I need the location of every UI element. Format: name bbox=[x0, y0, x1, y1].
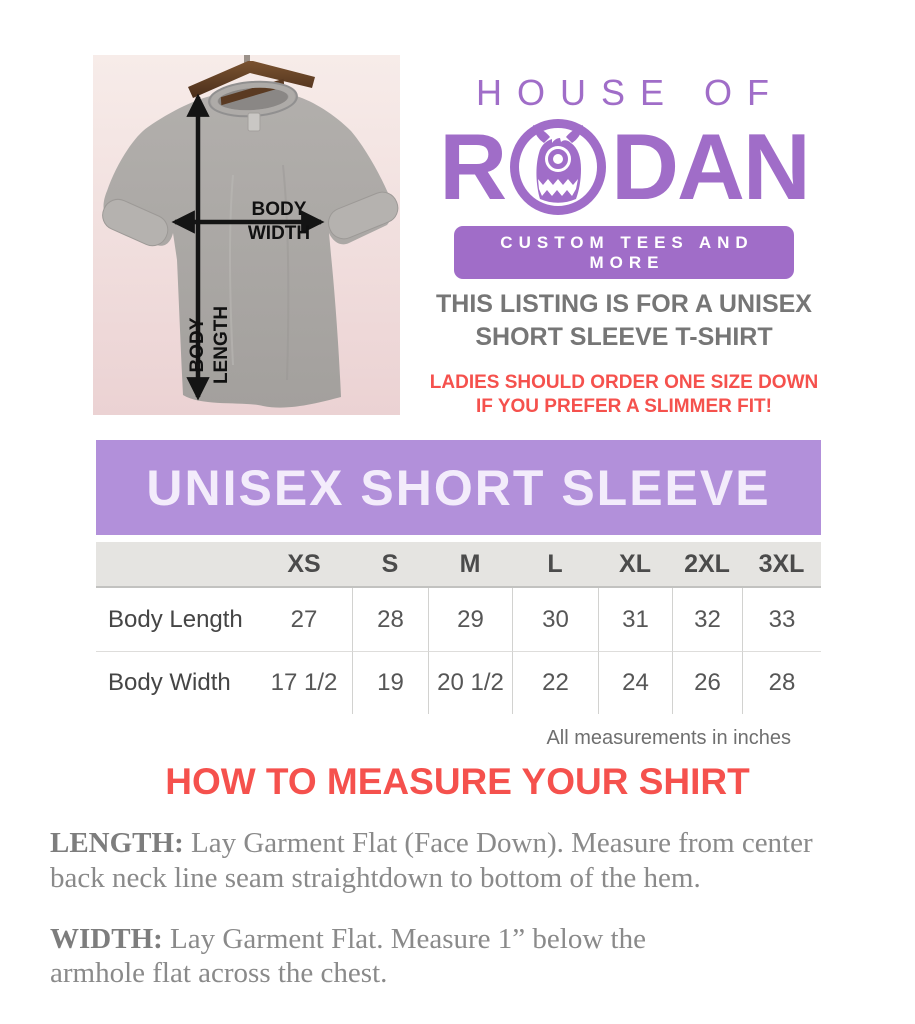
units-note: All measurements in inches bbox=[546, 727, 791, 749]
length-label: LENGTH: bbox=[50, 827, 184, 859]
col-header: 3XL bbox=[758, 549, 805, 578]
brand-letter-r: R bbox=[439, 114, 506, 219]
table-cell: 28 bbox=[352, 588, 428, 651]
how-to-instructions bbox=[50, 826, 882, 991]
col-header: M bbox=[459, 549, 481, 578]
listing-heading-line1: THIS LISTING IS FOR A UNISEX bbox=[436, 290, 812, 318]
banner-title: UNISEX SHORT SLEEVE bbox=[146, 459, 771, 516]
monster-icon bbox=[508, 117, 608, 217]
how-to-heading: HOW TO MEASURE YOUR SHIRT bbox=[165, 761, 750, 802]
col-header: XS bbox=[287, 549, 321, 578]
table-cell: 26 bbox=[672, 651, 742, 714]
size-table-header bbox=[96, 542, 821, 588]
listing-fit-note-line2: IF YOU PREFER A SLIMMER FIT! bbox=[476, 395, 772, 417]
table-cell: 33 bbox=[742, 588, 821, 651]
listing-fit-note bbox=[425, 371, 823, 419]
col-header: 2XL bbox=[684, 549, 730, 578]
table-cell: 20 1/2 bbox=[428, 651, 512, 714]
table-cell: 30 bbox=[512, 588, 598, 651]
table-cell: 28 bbox=[742, 651, 821, 714]
svg-text:BODY: BODY bbox=[187, 317, 208, 373]
brand-block bbox=[425, 72, 823, 279]
row-label: Body Length bbox=[108, 605, 243, 633]
table-cell: 17 1/2 bbox=[256, 651, 352, 714]
length-text-line2: back neck line seam straightdown to bottom of the hem. bbox=[50, 861, 701, 894]
table-cell: 32 bbox=[672, 588, 742, 651]
width-label: WIDTH: bbox=[50, 922, 163, 955]
tshirt-photo-graphic bbox=[93, 55, 400, 415]
table-cell: 19 bbox=[352, 651, 428, 714]
size-table bbox=[96, 542, 821, 714]
brand-house-of: HOUSE OF bbox=[475, 72, 784, 113]
table-cell: 24 bbox=[598, 651, 672, 714]
listing-heading bbox=[425, 288, 823, 353]
length-instruction bbox=[50, 826, 882, 896]
col-header: XL bbox=[619, 549, 651, 578]
table-row bbox=[96, 651, 821, 714]
listing-heading-line2: SHORT SLEEVE T-SHIRT bbox=[475, 322, 773, 351]
row-label: Body Width bbox=[96, 651, 256, 714]
table-cell: 31 bbox=[598, 588, 672, 651]
table-cell: 29 bbox=[428, 588, 512, 651]
tshirt-measurement-photo bbox=[93, 55, 400, 415]
listing-fit-note-line1: LADIES SHOULD ORDER ONE SIZE DOWN bbox=[429, 372, 819, 393]
section-banner bbox=[96, 440, 821, 535]
width-text-line2: armhole flat across the chest. bbox=[50, 957, 388, 990]
brand-rodan bbox=[425, 115, 823, 219]
brand-tagline: CUSTOM TEES AND MORE bbox=[454, 226, 794, 279]
table-row bbox=[96, 588, 821, 651]
length-text-line1: Lay Garment Flat (Face Down). Measure from center bbox=[183, 827, 813, 859]
col-header: S bbox=[381, 549, 399, 578]
svg-text:WIDTH: WIDTH bbox=[247, 223, 311, 244]
svg-text:LENGTH: LENGTH bbox=[211, 305, 232, 385]
table-cell: 22 bbox=[512, 651, 598, 714]
width-instruction bbox=[50, 922, 882, 992]
table-cell: 27 bbox=[290, 605, 318, 633]
svg-text:BODY: BODY bbox=[251, 199, 307, 220]
width-text-line1: Lay Garment Flat. Measure 1” below the bbox=[162, 922, 646, 955]
brand-letters-dan: DAN bbox=[611, 114, 809, 219]
col-header: L bbox=[547, 549, 563, 578]
